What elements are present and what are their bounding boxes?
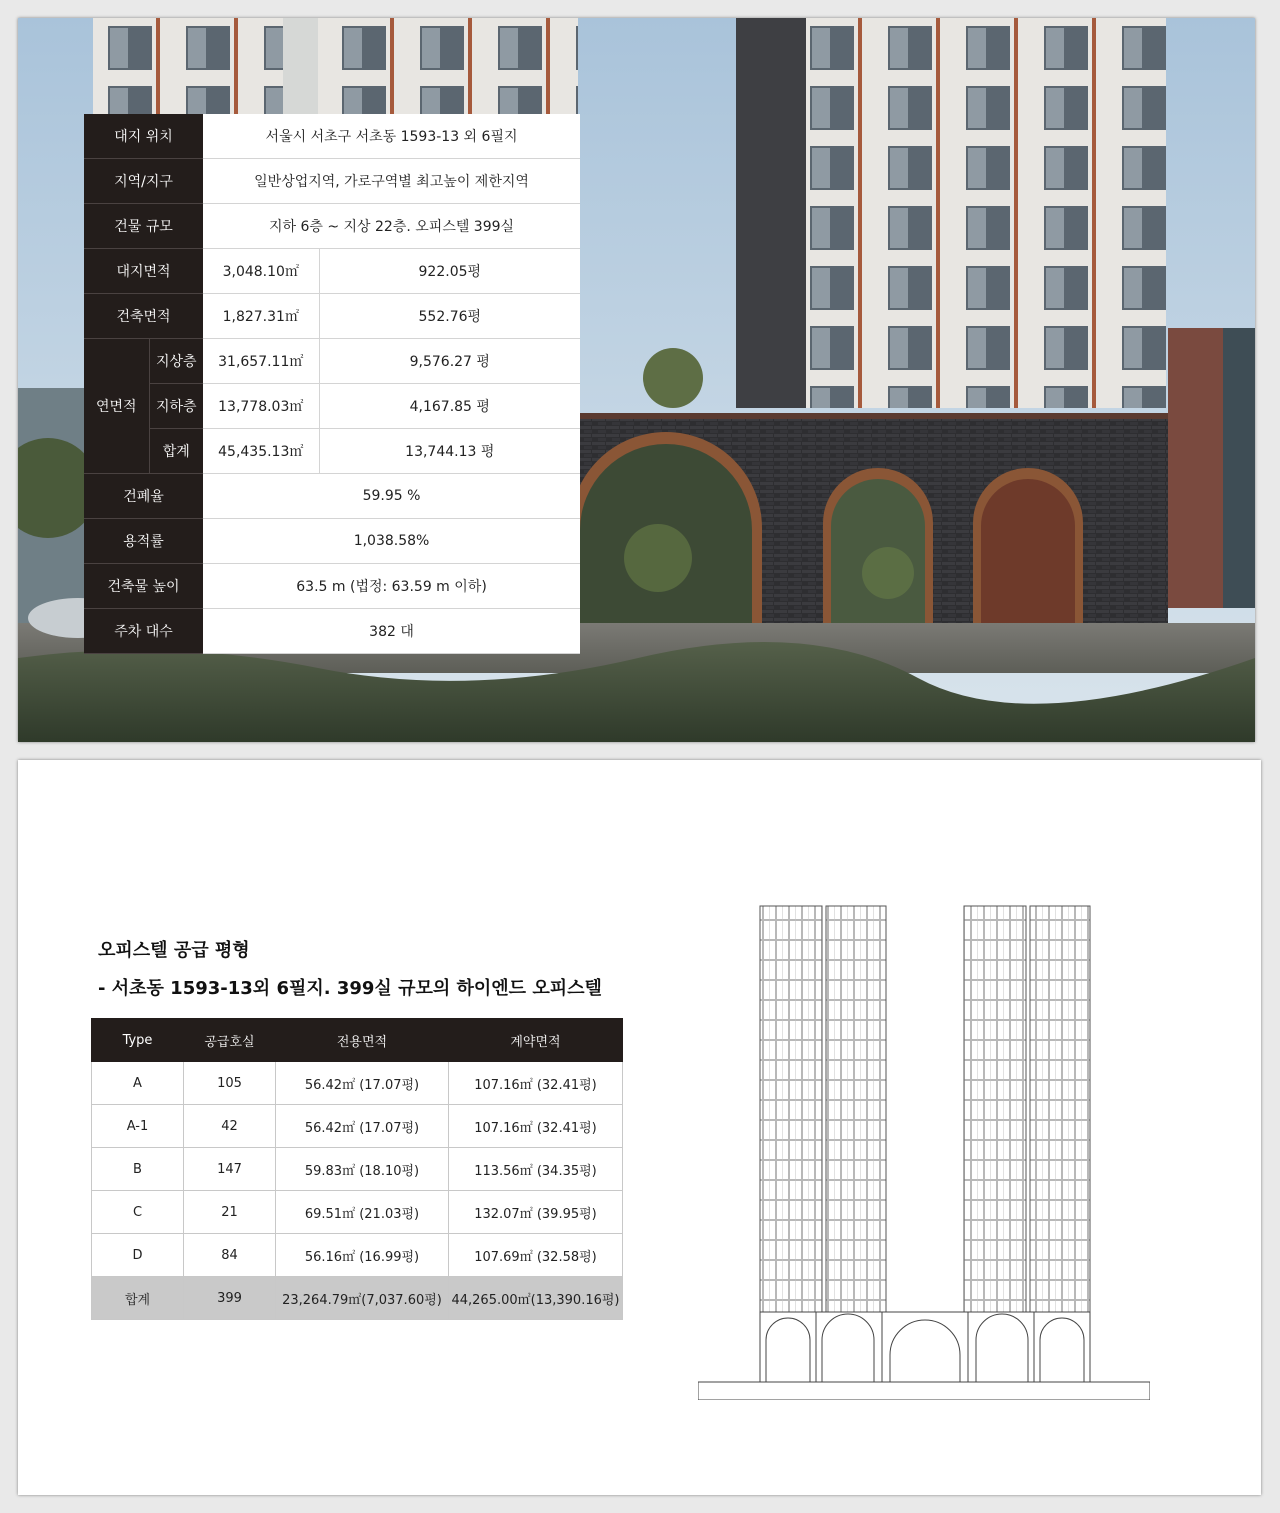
- above-ground-sqm: 31,657.11㎡: [203, 339, 319, 384]
- table-row: [84, 429, 580, 474]
- type-cell: B: [92, 1148, 184, 1191]
- building-elevation-drawing: [698, 900, 1150, 1400]
- contract-area-cell: 113.56㎡ (34.35평): [449, 1148, 623, 1191]
- table-row: [84, 384, 580, 429]
- table-row: [84, 564, 580, 609]
- units-cell: 147: [184, 1148, 276, 1191]
- above-ground-label: 지상층: [149, 339, 203, 384]
- exclusive-area-cell: 59.83㎡ (18.10평): [276, 1148, 449, 1191]
- column-header: Type: [92, 1019, 184, 1062]
- site-area-label: 대지면적: [84, 249, 203, 294]
- table-row: [84, 339, 580, 384]
- exclusive-area-cell: 56.16㎡ (16.99평): [276, 1234, 449, 1277]
- site-location-label: 대지 위치: [84, 114, 203, 159]
- site-area-sqm: 3,048.10㎡: [203, 249, 319, 294]
- units-cell: 21: [184, 1191, 276, 1234]
- total-label-cell: 합계: [92, 1277, 184, 1320]
- coverage-ratio-label: 건폐율: [84, 474, 203, 519]
- building-rendering-panel: [18, 18, 1255, 742]
- total-contract-area-cell: 44,265.00㎡(13,390.16평): [449, 1277, 623, 1320]
- table-row: [84, 204, 580, 249]
- exclusive-area-cell: 56.42㎡ (17.07평): [276, 1105, 449, 1148]
- building-area-sqm: 1,827.31㎡: [203, 294, 319, 339]
- table-row: [92, 1191, 623, 1234]
- table-row: [84, 159, 580, 204]
- table-header-row: [92, 1019, 623, 1062]
- building-scale-value: 지하 6층 ~ 지상 22층. 오피스텔 399실: [203, 204, 580, 249]
- table-row: [92, 1234, 623, 1277]
- table-row: [84, 519, 580, 564]
- project-overview-table: [84, 114, 580, 654]
- table-row: [92, 1105, 623, 1148]
- floor-area-ratio-value: 1,038.58%: [203, 519, 580, 564]
- total-units-cell: 399: [184, 1277, 276, 1320]
- table-row: [84, 114, 580, 159]
- gross-total-label: 합계: [149, 429, 203, 474]
- supply-panel: [18, 760, 1261, 1495]
- total-exclusive-area-cell: 23,264.79㎡(7,037.60평): [276, 1277, 449, 1320]
- table-row: [84, 474, 580, 519]
- exclusive-area-cell: 56.42㎡ (17.07평): [276, 1062, 449, 1105]
- site-area-pyeong: 922.05평: [319, 249, 580, 294]
- units-cell: 42: [184, 1105, 276, 1148]
- zoning-label: 지역/지구: [84, 159, 203, 204]
- supply-table: [91, 1018, 623, 1320]
- contract-area-cell: 107.16㎡ (32.41평): [449, 1062, 623, 1105]
- contract-area-cell: 107.69㎡ (32.58평): [449, 1234, 623, 1277]
- section-title: 오피스텔 공급 평형: [98, 940, 250, 961]
- below-ground-sqm: 13,778.03㎡: [203, 384, 319, 429]
- contract-area-cell: 107.16㎡ (32.41평): [449, 1105, 623, 1148]
- gross-total-sqm: 45,435.13㎡: [203, 429, 319, 474]
- building-height-value: 63.5 m (법정: 63.59 m 이하): [203, 564, 580, 609]
- table-row: [84, 609, 580, 654]
- table-row: [92, 1148, 623, 1191]
- type-cell: A-1: [92, 1105, 184, 1148]
- floor-area-ratio-label: 용적률: [84, 519, 203, 564]
- table-row: [84, 294, 580, 339]
- column-header: 계약면적: [449, 1019, 623, 1062]
- table-total-row: [92, 1277, 623, 1320]
- below-ground-label: 지하층: [149, 384, 203, 429]
- parking-value: 382 대: [203, 609, 580, 654]
- type-cell: D: [92, 1234, 184, 1277]
- building-area-label: 건축면적: [84, 294, 203, 339]
- building-area-pyeong: 552.76평: [319, 294, 580, 339]
- site-location-value: 서울시 서초구 서초동 1593-13 외 6필지: [203, 114, 580, 159]
- building-scale-label: 건물 규모: [84, 204, 203, 249]
- gross-total-pyeong: 13,744.13 평: [319, 429, 580, 474]
- building-height-label: 건축물 높이: [84, 564, 203, 609]
- below-ground-pyeong: 4,167.85 평: [319, 384, 580, 429]
- type-cell: A: [92, 1062, 184, 1105]
- zoning-value: 일반상업지역, 가로구역별 최고높이 제한지역: [203, 159, 580, 204]
- units-cell: 105: [184, 1062, 276, 1105]
- column-header: 전용면적: [276, 1019, 449, 1062]
- table-row: [92, 1062, 623, 1105]
- exclusive-area-cell: 69.51㎡ (21.03평): [276, 1191, 449, 1234]
- column-header: 공급호실: [184, 1019, 276, 1062]
- section-subtitle: - 서초동 1593-13외 6필지. 399실 규모의 하이엔드 오피스텔: [98, 978, 602, 999]
- units-cell: 84: [184, 1234, 276, 1277]
- table-row: [84, 249, 580, 294]
- gross-floor-area-label: 연면적: [84, 339, 149, 474]
- type-cell: C: [92, 1191, 184, 1234]
- contract-area-cell: 132.07㎡ (39.95평): [449, 1191, 623, 1234]
- parking-label: 주차 대수: [84, 609, 203, 654]
- above-ground-pyeong: 9,576.27 평: [319, 339, 580, 384]
- coverage-ratio-value: 59.95 %: [203, 474, 580, 519]
